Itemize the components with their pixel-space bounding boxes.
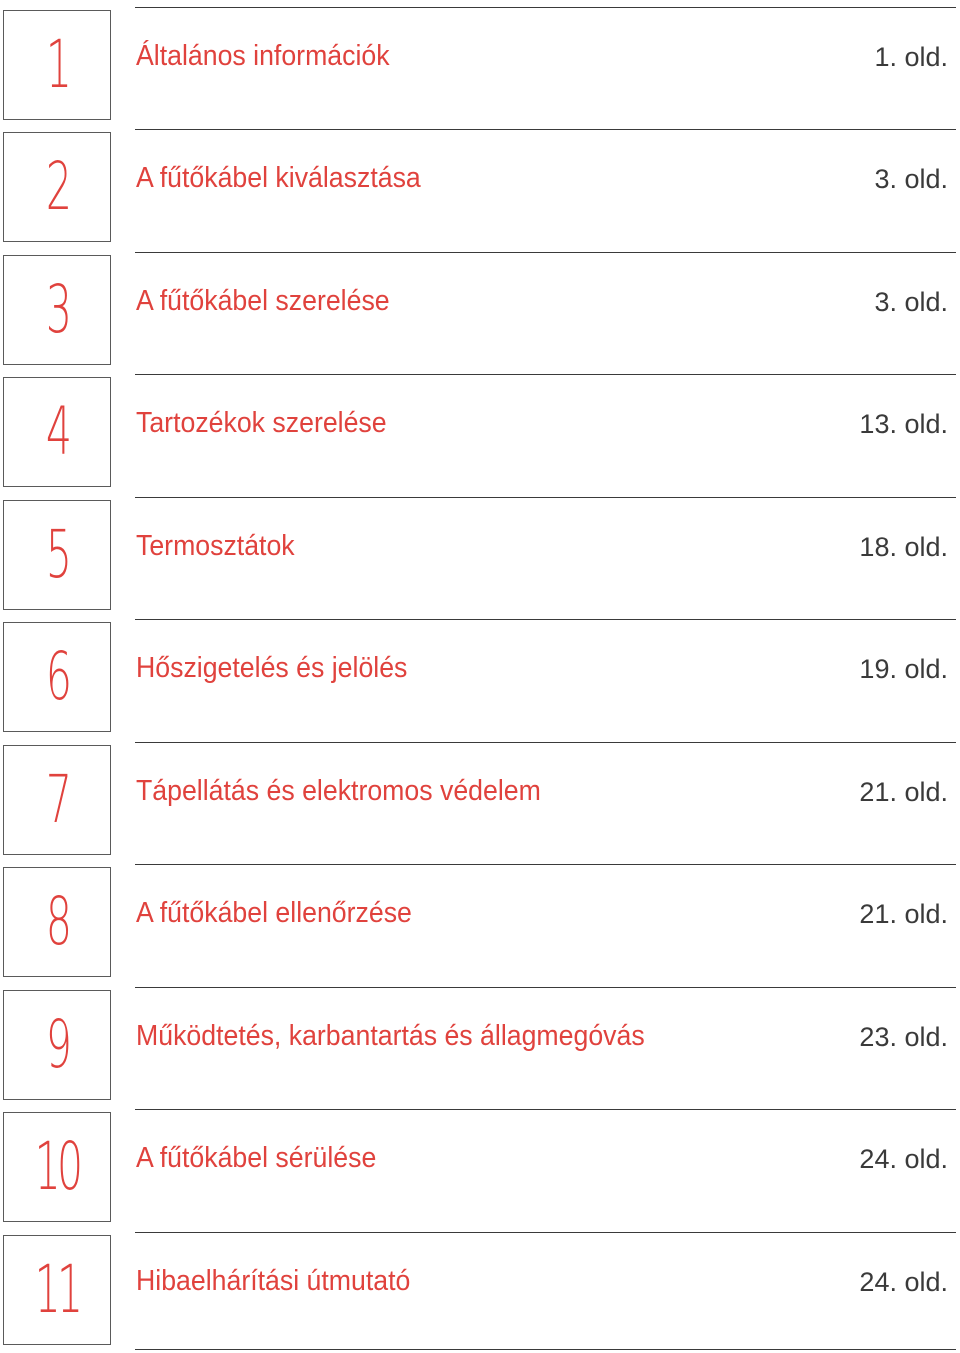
chapter-number: 3 <box>45 271 69 348</box>
chapter-number-box <box>3 1112 111 1222</box>
chapter-number-box <box>3 990 111 1100</box>
page-reference: 24. old. <box>859 1267 948 1297</box>
chapter-number: 7 <box>45 761 69 838</box>
page-reference: 18. old. <box>859 532 948 562</box>
chapter-number: 1 <box>45 26 69 103</box>
divider-line <box>135 252 956 253</box>
page-reference: 21. old. <box>859 777 948 807</box>
chapter-title[interactable]: Tápellátás és elektromos védelem <box>136 775 541 807</box>
divider-line <box>135 1109 956 1110</box>
toc-entry-11[interactable] <box>0 1225 960 1347</box>
chapter-number-box <box>3 255 111 365</box>
divider-line <box>135 864 956 865</box>
divider-line <box>135 742 956 743</box>
toc-entry-9[interactable] <box>0 980 960 1102</box>
page-reference: 23. old. <box>859 1022 948 1052</box>
toc-entry-10[interactable] <box>0 1102 960 1224</box>
page-reference: 21. old. <box>859 899 948 929</box>
chapter-number-box <box>3 622 111 732</box>
chapter-number-box <box>3 10 111 120</box>
chapter-title[interactable]: Hőszigetelés és jelölés <box>136 652 408 684</box>
page-reference: 19. old. <box>859 654 948 684</box>
toc-entry-2[interactable] <box>0 122 960 244</box>
chapter-number-box <box>3 745 111 855</box>
chapter-title[interactable]: A fűtőkábel szerelése <box>136 285 390 317</box>
toc-entry-1[interactable] <box>0 0 960 122</box>
chapter-title[interactable]: Termosztátok <box>136 530 295 562</box>
chapter-number: 8 <box>45 883 69 960</box>
divider-line <box>135 497 956 498</box>
chapter-number-box <box>3 500 111 610</box>
divider-line <box>135 7 956 8</box>
page-reference: 13. old. <box>859 409 948 439</box>
page-reference: 3. old. <box>874 164 948 194</box>
page-reference: 3. old. <box>874 287 948 317</box>
toc-entry-4[interactable] <box>0 367 960 489</box>
page-reference: 1. old. <box>874 42 948 72</box>
divider-line <box>135 129 956 130</box>
chapter-title[interactable]: A fűtőkábel kiválasztása <box>136 162 421 194</box>
chapter-number: 2 <box>45 148 69 225</box>
chapter-title[interactable]: Tartozékok szerelése <box>136 407 387 439</box>
toc-entry-7[interactable] <box>0 735 960 857</box>
divider-line <box>135 374 956 375</box>
chapter-number: 11 <box>34 1251 80 1328</box>
bottom-divider-line <box>135 1349 956 1350</box>
chapter-title[interactable]: Általános információk <box>136 40 390 72</box>
chapter-number: 6 <box>45 638 69 715</box>
chapter-number-box <box>3 132 111 242</box>
chapter-number: 5 <box>45 516 69 593</box>
chapter-number: 9 <box>45 1006 69 1083</box>
chapter-number: 4 <box>45 393 69 470</box>
chapter-number: 10 <box>34 1128 80 1205</box>
chapter-title[interactable]: Hibaelhárítási útmutató <box>136 1265 411 1297</box>
toc-entry-8[interactable] <box>0 857 960 979</box>
chapter-title[interactable]: Működtetés, karbantartás és állagmegóvás <box>136 1020 645 1052</box>
page-reference: 24. old. <box>859 1144 948 1174</box>
divider-line <box>135 619 956 620</box>
toc-entry-5[interactable] <box>0 490 960 612</box>
chapter-number-box <box>3 1235 111 1345</box>
chapter-number-box <box>3 377 111 487</box>
divider-line <box>135 1232 956 1233</box>
divider-line <box>135 987 956 988</box>
chapter-number-box <box>3 867 111 977</box>
toc-entry-6[interactable] <box>0 612 960 734</box>
toc-entry-3[interactable] <box>0 245 960 367</box>
chapter-title[interactable]: A fűtőkábel ellenőrzése <box>136 897 412 929</box>
chapter-title[interactable]: A fűtőkábel sérülése <box>136 1142 377 1174</box>
